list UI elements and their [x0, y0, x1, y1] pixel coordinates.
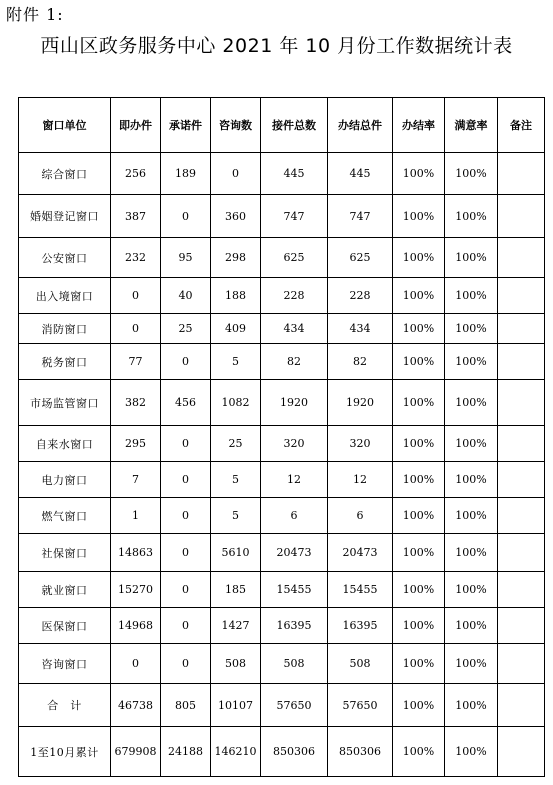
header-col-remarks: 备注	[498, 98, 545, 153]
table-cell: 100%	[445, 534, 498, 572]
table-cell: 77	[111, 344, 161, 380]
table-cell	[498, 344, 545, 380]
table-cell	[498, 644, 545, 684]
table-cell: 12	[328, 462, 393, 498]
table-cell: 0	[161, 498, 211, 534]
table-cell: 100%	[445, 153, 498, 195]
table-cell: 24188	[161, 727, 211, 777]
table-cell: 100%	[445, 462, 498, 498]
table-cell: 20473	[328, 534, 393, 572]
table-cell: 1920	[261, 380, 328, 426]
table-cell: 100%	[445, 344, 498, 380]
table-cell: 508	[211, 644, 261, 684]
table-cell: 100%	[393, 462, 445, 498]
row-label: 燃气窗口	[19, 498, 111, 534]
table-cell: 100%	[393, 344, 445, 380]
table-body	[19, 153, 545, 777]
table-cell: 100%	[393, 684, 445, 727]
table-cell: 16395	[261, 608, 328, 644]
table-row	[19, 608, 545, 644]
table-cell: 1	[111, 498, 161, 534]
table-row	[19, 644, 545, 684]
table-cell: 445	[328, 153, 393, 195]
header-col-completed-total: 办结总件	[328, 98, 393, 153]
table-cell: 320	[328, 426, 393, 462]
table-cell: 320	[261, 426, 328, 462]
table-cell: 850306	[261, 727, 328, 777]
table-cell: 456	[161, 380, 211, 426]
table-row	[19, 534, 545, 572]
header-col-completion-rate: 办结率	[393, 98, 445, 153]
table-cell: 0	[161, 572, 211, 608]
table-cell: 0	[161, 462, 211, 498]
table-cell: 805	[161, 684, 211, 727]
row-label: 公安窗口	[19, 238, 111, 278]
table-cell: 434	[328, 314, 393, 344]
table-cell: 46738	[111, 684, 161, 727]
table-cell	[498, 314, 545, 344]
table-cell: 185	[211, 572, 261, 608]
table-cell	[498, 426, 545, 462]
table-cell: 508	[261, 644, 328, 684]
table-cell: 0	[111, 314, 161, 344]
table-cell: 6	[328, 498, 393, 534]
table-cell: 232	[111, 238, 161, 278]
table-cell: 100%	[393, 727, 445, 777]
table-cell: 0	[161, 644, 211, 684]
table-cell: 15270	[111, 572, 161, 608]
table-cell: 0	[161, 608, 211, 644]
table-cell	[498, 278, 545, 314]
table-cell: 100%	[393, 238, 445, 278]
table-cell: 0	[211, 153, 261, 195]
row-label: 市场监管窗口	[19, 380, 111, 426]
table-cell: 0	[161, 426, 211, 462]
row-label: 咨询窗口	[19, 644, 111, 684]
table-cell: 0	[161, 344, 211, 380]
table-cell: 100%	[393, 572, 445, 608]
table-cell: 57650	[328, 684, 393, 727]
table-cell: 387	[111, 195, 161, 238]
table-cell: 0	[111, 278, 161, 314]
table-cell	[498, 572, 545, 608]
table-cell: 382	[111, 380, 161, 426]
table-row	[19, 462, 545, 498]
table-cell	[498, 684, 545, 727]
table-cell: 100%	[393, 498, 445, 534]
header-col-consult: 咨询数	[211, 98, 261, 153]
table-cell: 100%	[445, 314, 498, 344]
table-cell: 82	[328, 344, 393, 380]
header-col-window-unit: 窗口单位	[19, 98, 111, 153]
table-cell: 5610	[211, 534, 261, 572]
table-cell: 1082	[211, 380, 261, 426]
row-label: 自来水窗口	[19, 426, 111, 462]
table-cell: 14968	[111, 608, 161, 644]
table-cell: 508	[328, 644, 393, 684]
table-cell: 5	[211, 344, 261, 380]
statistics-table	[18, 97, 545, 777]
table-cell: 100%	[445, 278, 498, 314]
table-cell: 16395	[328, 608, 393, 644]
row-label: 医保窗口	[19, 608, 111, 644]
table-cell: 100%	[393, 644, 445, 684]
table-cell: 82	[261, 344, 328, 380]
row-label: 就业窗口	[19, 572, 111, 608]
row-label: 消防窗口	[19, 314, 111, 344]
table-cell	[498, 195, 545, 238]
table-cell: 100%	[445, 608, 498, 644]
table-cell: 15455	[261, 572, 328, 608]
table-cell: 146210	[211, 727, 261, 777]
table-cell	[498, 534, 545, 572]
table-cell	[498, 727, 545, 777]
table-row	[19, 314, 545, 344]
table-cell: 100%	[393, 278, 445, 314]
table-cell: 5	[211, 462, 261, 498]
table-cell: 57650	[261, 684, 328, 727]
table-cell: 100%	[445, 380, 498, 426]
table-cell: 360	[211, 195, 261, 238]
table-cell: 100%	[445, 238, 498, 278]
table-cell: 1920	[328, 380, 393, 426]
table-cell: 25	[211, 426, 261, 462]
row-label: 综合窗口	[19, 153, 111, 195]
table-cell: 100%	[393, 534, 445, 572]
table-cell: 295	[111, 426, 161, 462]
table-cell: 12	[261, 462, 328, 498]
row-label: 婚姻登记窗口	[19, 195, 111, 238]
row-label: 税务窗口	[19, 344, 111, 380]
table-cell: 100%	[393, 426, 445, 462]
table-row	[19, 153, 545, 195]
table-cell: 189	[161, 153, 211, 195]
table-row	[19, 344, 545, 380]
table-cell: 100%	[445, 572, 498, 608]
table-cell: 100%	[393, 195, 445, 238]
table-cell: 100%	[445, 426, 498, 462]
header-col-received-total: 接件总数	[261, 98, 328, 153]
row-label: 电力窗口	[19, 462, 111, 498]
table-cell: 7	[111, 462, 161, 498]
table-cell: 25	[161, 314, 211, 344]
row-label: 社保窗口	[19, 534, 111, 572]
table-row	[19, 426, 545, 462]
table-cell: 100%	[393, 314, 445, 344]
table-cell: 747	[328, 195, 393, 238]
table-cell: 850306	[328, 727, 393, 777]
table-cell: 15455	[328, 572, 393, 608]
row-label: 出入境窗口	[19, 278, 111, 314]
table-cell: 40	[161, 278, 211, 314]
table-cell: 100%	[445, 498, 498, 534]
table-header-row	[19, 98, 545, 153]
table-cell: 679908	[111, 727, 161, 777]
table-cell: 6	[261, 498, 328, 534]
table-cell: 0	[161, 534, 211, 572]
table-cell: 298	[211, 238, 261, 278]
table-cell: 409	[211, 314, 261, 344]
table-row	[19, 572, 545, 608]
table-cell: 747	[261, 195, 328, 238]
table-cell: 100%	[445, 644, 498, 684]
table-row	[19, 195, 545, 238]
table-cell: 625	[328, 238, 393, 278]
table-cell	[498, 462, 545, 498]
table-cell: 95	[161, 238, 211, 278]
table-cell: 445	[261, 153, 328, 195]
table-cell	[498, 153, 545, 195]
table-cell: 100%	[393, 380, 445, 426]
row-label: 1至10月累计	[19, 727, 111, 777]
table-cell: 14863	[111, 534, 161, 572]
header-col-immediate: 即办件	[111, 98, 161, 153]
table-cell: 188	[211, 278, 261, 314]
table-row	[19, 498, 545, 534]
table-row	[19, 684, 545, 727]
table-row	[19, 278, 545, 314]
table-cell: 434	[261, 314, 328, 344]
header-col-promised: 承诺件	[161, 98, 211, 153]
table-cell: 100%	[445, 195, 498, 238]
table-cell: 5	[211, 498, 261, 534]
table-cell: 0	[161, 195, 211, 238]
table-cell	[498, 498, 545, 534]
table-cell: 1427	[211, 608, 261, 644]
page-title: 西山区政务服务中心 2021 年 10 月份工作数据统计表	[40, 35, 513, 57]
table-cell: 20473	[261, 534, 328, 572]
table-cell: 100%	[445, 727, 498, 777]
table-cell: 100%	[445, 684, 498, 727]
table-cell	[498, 238, 545, 278]
table-cell: 256	[111, 153, 161, 195]
table-cell: 10107	[211, 684, 261, 727]
table-cell: 100%	[393, 608, 445, 644]
table-cell: 228	[328, 278, 393, 314]
table-cell: 625	[261, 238, 328, 278]
header-col-satisfaction-rate: 满意率	[445, 98, 498, 153]
row-label: 合 计	[19, 684, 111, 727]
table-row	[19, 380, 545, 426]
attachment-label: 附件 1:	[6, 5, 64, 24]
table-cell: 100%	[393, 153, 445, 195]
table-cell	[498, 380, 545, 426]
table-row	[19, 727, 545, 777]
table-cell	[498, 608, 545, 644]
table-cell: 228	[261, 278, 328, 314]
table-cell: 0	[111, 644, 161, 684]
table-row	[19, 238, 545, 278]
